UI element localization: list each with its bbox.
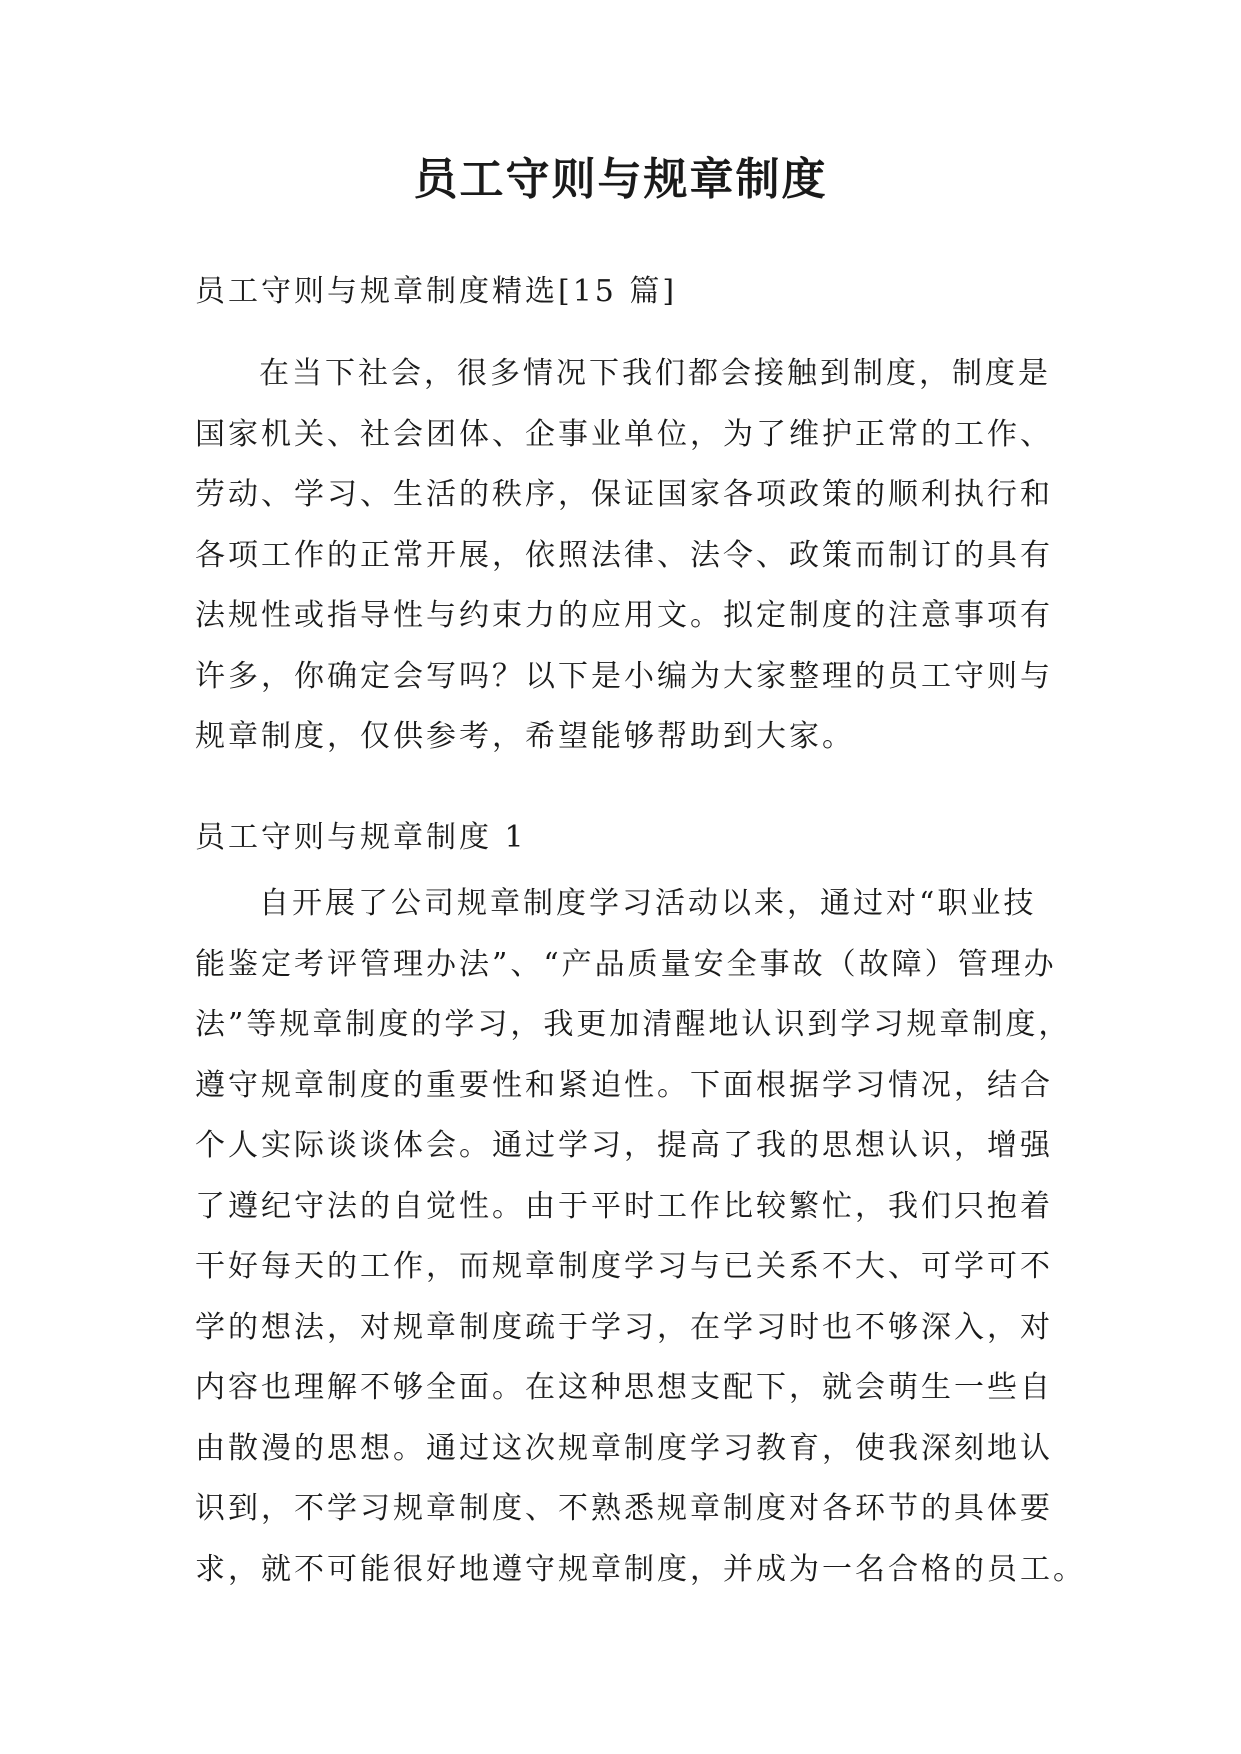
intro-line: 许多，你确定会写吗？以下是小编为大家整理的员工守则与 — [195, 658, 1053, 694]
section-line: 识到，不学习规章制度、不熟悉规章制度对各环节的具体要 — [195, 1491, 1053, 1526]
section-line: 学的想法，对规章制度疏于学习，在学习时也不够深入，对 — [195, 1309, 1053, 1345]
intro-line: 法规性或指导性与约束力的应用文。拟定制度的注意事项有 — [195, 598, 1053, 633]
document-title: 员工守则与规章制度 — [413, 154, 828, 205]
intro-line: 各项工作的正常开展，依照法律、法令、政策而制订的具有 — [195, 537, 1053, 573]
section-paragraph — [195, 874, 1086, 1600]
section-line: 遵守规章制度的重要性和紧迫性。下面根据学习情况，结合 — [195, 1067, 1053, 1103]
section-line: 自开展了公司规章制度学习活动以来，通过对“职业技 — [259, 886, 1037, 921]
intro-line: 国家机关、社会团体、企事业单位，为了维护正常的工作、 — [195, 416, 1053, 452]
intro-paragraph — [195, 344, 1055, 768]
intro-line: 规章制度，仅供参考，希望能够帮助到大家。 — [195, 719, 855, 754]
section-line: 内容也理解不够全面。在这种思想支配下，就会萌生一些自 — [195, 1370, 1053, 1405]
section-line: 个人实际谈谈体会。通过学习，提高了我的思想认识，增强 — [195, 1128, 1053, 1163]
section-line: 干好每天的工作，而规章制度学习与已关系不大、可学可不 — [195, 1249, 1053, 1284]
section-line: 求，就不可能很好地遵守规章制度，并成为一名合格的员工。 — [195, 1551, 1086, 1587]
document-subtitle: 员工守则与规章制度精选[15 篇] — [195, 274, 678, 309]
intro-line: 劳动、学习、生活的秩序，保证国家各项政策的顺利执行和 — [195, 477, 1053, 512]
section-line: 了遵纪守法的自觉性。由于平时工作比较繁忙，我们只抱着 — [195, 1188, 1053, 1224]
section-line: 能鉴定考评管理办法”、“产品质量安全事故（故障）管理办 — [195, 946, 1057, 982]
section-heading: 员工守则与规章制度 1 — [195, 820, 527, 855]
section-line: 由散漫的思想。通过这次规章制度学习教育，使我深刻地认 — [195, 1430, 1053, 1466]
section-line: 法”等规章制度的学习，我更加清醒地认识到学习规章制度， — [195, 1007, 1072, 1042]
intro-line: 在当下社会，很多情况下我们都会接触到制度，制度是 — [259, 356, 1051, 391]
